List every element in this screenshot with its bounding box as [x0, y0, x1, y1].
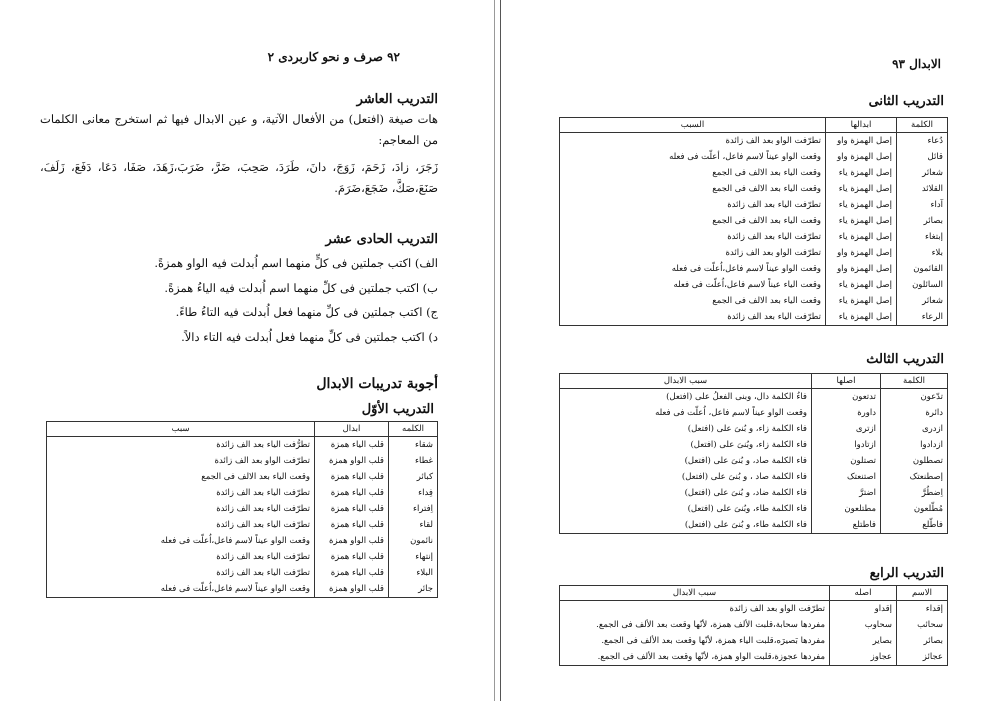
exercise-1-table	[46, 421, 438, 598]
table-cell: إصل الهمزة یاء	[826, 309, 897, 326]
table-cell: تدتعون	[812, 389, 881, 406]
table-row	[560, 633, 948, 649]
table-cell: وقعت الواو عیناً لاسم فاعل، اُعلّت فی فعله	[560, 405, 812, 421]
table-cell: فاطتلع	[812, 517, 881, 534]
exercise-3-table	[559, 373, 948, 534]
table-cell: تطرّفت الیاء بعد الف زائدة	[47, 485, 315, 501]
table-cell: وقعت الواو عیناً لاسم فاعل،اُعلّت فی فعله	[560, 261, 826, 277]
table-cell: تطرّفت الواو بعد الف زائدة	[47, 453, 315, 469]
table-row	[47, 453, 438, 469]
table-cell: ازتری	[812, 421, 881, 437]
table-cell: قلب الیاء همزة	[315, 437, 389, 454]
table-cell: تطرّفت الیاء بعد الف زائدة	[47, 549, 315, 565]
table-cell: شقاء	[389, 437, 438, 454]
table-cell: السائلون	[897, 277, 948, 293]
table-cell: وقعت الیاء بعد الالف فی الجمع	[47, 469, 315, 485]
column-header: اصله	[830, 586, 897, 601]
table-cell: قلب الواو همزة	[315, 533, 389, 549]
exercise-11-line: د) اکتب جملتین فی کلِّ منهما فعل اُبدلت فیه التاء دالاً.	[181, 330, 438, 344]
table-cell: قلب الیاء همزة	[315, 501, 389, 517]
table-row	[47, 485, 438, 501]
table-cell: إصل الهمزة یاء	[826, 293, 897, 309]
table-cell: إصل الهمزة واو	[826, 149, 897, 165]
table-row	[560, 213, 948, 229]
table-cell: فاء الکلمة صاد ، و بُنیَ علی (افتعل)	[560, 469, 812, 485]
table-cell: إصل الهمزة واو	[826, 261, 897, 277]
table-cell: وقعت الیاء بعد الالف فی الجمع	[560, 213, 826, 229]
exercise-11-line: الف) اکتب جملتین فی کلٍّ منهما اسم اُبدلت فیه الواو همزةً.	[154, 256, 438, 270]
exercise-3-title: التدریب الثالث	[866, 352, 944, 367]
table-cell: سحائب	[897, 617, 948, 633]
table-cell: تطرّفت الواو بعد الف زائدة	[560, 133, 826, 150]
table-row	[560, 405, 948, 421]
table-cell: تطرّفت الیاء بعد الف زائدة	[47, 517, 315, 533]
table-cell: قلب الواو همزة	[315, 581, 389, 598]
table-header-row	[560, 118, 948, 133]
table-cell: وقعت الیاء بعد الالف فی الجمع	[560, 293, 826, 309]
table-row	[560, 453, 948, 469]
table-row	[560, 601, 948, 618]
table-cell: داورة	[812, 405, 881, 421]
exercise-10-words: زَجَرَ، زادَ، زَحَمَ، زَوَجَ، دانَ، طَرَدَ، صَحِبَ، ضَرَّ، ضَرَبَ،زَهَدَ، صَفَا، دَعَا، دَفَعَ، زَلَفَ، صَنَعَ،صَكَّ، ضَجَعَ،ضَرَمَ.	[40, 160, 438, 195]
table-cell: تطرّفت الیاء بعد الف زائدة	[560, 197, 826, 213]
table-cell: وقعت الواو عیناً لاسم فاعل،اُعلّت فی فعله	[47, 581, 315, 598]
table-cell: دُعاء	[897, 133, 948, 150]
table-row	[560, 617, 948, 633]
exercise-11-line: ب) اکتب جملتین فی کلِّ منهما اسم اُبدلت فیه الیاءُ همزةً.	[164, 281, 438, 295]
table-cell: قلب الیاء همزة	[315, 549, 389, 565]
table-cell: إصل الهمزة یاء	[826, 229, 897, 245]
table-cell: بصائر	[897, 213, 948, 229]
table-cell: لقاء	[389, 517, 438, 533]
table-cell: تطرّفت الواو بعد الف زائدة	[560, 601, 830, 618]
exercise-11-line: ج) اکتب جملتین فی کلِّ منهما فعل اُبدلت فیه التاءُ طاءً.	[175, 305, 438, 319]
table-row	[47, 501, 438, 517]
table-cell: فاطّلع	[881, 517, 948, 534]
table-row	[47, 517, 438, 533]
table-cell: آداء	[897, 197, 948, 213]
table-cell: تطرُّفت الیاء بعد الف زائدة	[47, 437, 315, 454]
exercise-10-title: التدریب العاشر	[356, 92, 438, 107]
table-cell: کبائر	[389, 469, 438, 485]
column-header: اصلها	[812, 374, 881, 389]
table-row	[560, 421, 948, 437]
table-header-row	[560, 374, 948, 389]
table-cell: فاء الکلمة زاء، و بُنیَ علی (افتعل)	[560, 421, 812, 437]
table-header-row	[560, 586, 948, 601]
exercise-2-table	[559, 117, 948, 326]
column-header: الکلمة	[897, 118, 948, 133]
table-row	[560, 149, 948, 165]
table-cell: اصتنعتک	[812, 469, 881, 485]
table-cell: القائمون	[897, 261, 948, 277]
table-cell: تدّعون	[881, 389, 948, 406]
table-row	[560, 437, 948, 453]
exercise-10-text: هات صیغة (افتعل) من الأفعال الآتیة، و عین الابدال فیها ثم استخرج معانی الکلمات من المعاجم:	[40, 112, 438, 147]
table-cell: فاءُ الکلمة دال، وبنی الفعلُ علی (افتعل)	[560, 389, 812, 406]
table-row	[560, 389, 948, 406]
table-cell: الرعاء	[897, 309, 948, 326]
table-cell: فاء الکلمة زاء، وبُنیَ علی (افتعل)	[560, 437, 812, 453]
table-row	[560, 245, 948, 261]
table-cell: تطرّفت الیاء بعد الف زائدة	[560, 229, 826, 245]
table-cell: عجاوز	[830, 649, 897, 666]
table-cell: القلائد	[897, 181, 948, 197]
column-header: الکلمه	[389, 422, 438, 437]
table-cell: وقعت الیاء بعد الالف فی الجمع	[560, 165, 826, 181]
table-row	[560, 277, 948, 293]
table-cell: قلب الیاء همزة	[315, 517, 389, 533]
table-row	[560, 133, 948, 150]
table-row	[560, 501, 948, 517]
table-row	[560, 293, 948, 309]
table-row	[47, 565, 438, 581]
table-header-row	[47, 422, 438, 437]
table-cell: إقداء	[897, 601, 948, 618]
table-cell: غطاء	[389, 453, 438, 469]
table-row	[47, 533, 438, 549]
table-cell: البلاء	[389, 565, 438, 581]
left-page	[0, 0, 494, 701]
exercise-2-title: التدریب الثانی	[868, 94, 944, 109]
exercise-4-title: التدریب الرابع	[869, 566, 944, 581]
table-cell: وقعت الواو عیناً لاسم فاعل، أعلّت فی فعله	[560, 149, 826, 165]
table-row	[47, 581, 438, 598]
table-cell: تطرّفت الیاء بعد الف زائدة	[47, 501, 315, 517]
table-cell: سحاوب	[830, 617, 897, 633]
table-cell: مفردها سحابة،قلبت الألف همزة، لأنّها وقعت بعد الألف فی الجمع.	[560, 617, 830, 633]
table-cell: شعائر	[897, 293, 948, 309]
table-cell: إنتهاء	[389, 549, 438, 565]
table-cell: جائر	[389, 581, 438, 598]
table-cell: وقعت الیاء بعد الالف فی الجمع	[560, 181, 826, 197]
table-cell: إبتغاء	[897, 229, 948, 245]
page-header: ۹۲ صرف و نحو کاربردی ۲	[267, 50, 400, 64]
column-header: ابدال	[315, 422, 389, 437]
table-row	[560, 469, 948, 485]
table-cell: مطتلعون	[812, 501, 881, 517]
exercise-1-title: التدریب الأوّل	[361, 402, 434, 417]
column-header: الاسم	[897, 586, 948, 601]
table-cell: قلب الیاء همزة	[315, 469, 389, 485]
table-row	[560, 517, 948, 534]
book-spine	[494, 0, 501, 701]
table-cell: إصل الهمزة یاء	[826, 213, 897, 229]
table-row	[47, 437, 438, 454]
exercise-11-title: التدریب الحادی عشر	[325, 232, 438, 247]
column-header: سبب الابدال	[560, 374, 812, 389]
table-cell: قلب الیاء همزة	[315, 485, 389, 501]
right-page	[501, 0, 996, 701]
table-cell: مفردها بَصیرَه،قلبت الیاء همزة، لأنّها وقعت بعد الألف فی الجمع.	[560, 633, 830, 649]
table-cell: اضترَّ	[812, 485, 881, 501]
table-row	[560, 309, 948, 326]
table-cell: بصایر	[830, 633, 897, 649]
table-cell: نائمون	[389, 533, 438, 549]
table-cell: بلاء	[897, 245, 948, 261]
table-cell: ازدادوا	[881, 437, 948, 453]
table-cell: بصائر	[897, 633, 948, 649]
table-cell: قائل	[897, 149, 948, 165]
table-cell: ازتادوا	[812, 437, 881, 453]
table-cell: إصل الهمزة یاء	[826, 197, 897, 213]
table-cell: مفردها عجوزة،قلبت الواو همزة، لأنّها وقعت بعد الألف فی الجمع.	[560, 649, 830, 666]
table-row	[560, 229, 948, 245]
table-cell: عجائز	[897, 649, 948, 666]
table-cell: إصل الهمزة واو	[826, 133, 897, 150]
table-cell: فاء الکلمة طاء، و بُنیَ علی (افتعل)	[560, 517, 812, 534]
table-cell: اِضطُرَّ	[881, 485, 948, 501]
table-cell: تطرّفت الیاء بعد الف زائدة	[47, 565, 315, 581]
table-cell: تطرّفت الیاء بعد الف زائدة	[560, 309, 826, 326]
table-cell: ازدری	[881, 421, 948, 437]
table-cell: مُطّلعون	[881, 501, 948, 517]
answers-title: أجوبة تدریبات الابدال	[316, 376, 438, 392]
table-cell: وقعت الواو عیناً لاسم فاعل،اُعلّت فی فعله	[47, 533, 315, 549]
table-cell: فِداء	[389, 485, 438, 501]
column-header: ابدالها	[826, 118, 897, 133]
table-cell: اِفتراء	[389, 501, 438, 517]
table-cell: إقداو	[830, 601, 897, 618]
table-row	[47, 549, 438, 565]
table-cell: تصتلون	[812, 453, 881, 469]
table-cell: فاء الکلمة صاد، و بُنیَ علی (افتعل)	[560, 453, 812, 469]
page-header: الابدال ۹۳	[892, 57, 941, 71]
column-header: سبب الابدال	[560, 586, 830, 601]
table-cell: إصل الهمزة یاء	[826, 277, 897, 293]
table-cell: شعائر	[897, 165, 948, 181]
table-cell: فاء الکلمة ضاد، و بُنیَ علی (افتعل)	[560, 485, 812, 501]
table-row	[560, 649, 948, 666]
table-cell: قلب الیاء همزة	[315, 565, 389, 581]
table-cell: وقعت الیاء عیناً لاسم فاعل،اُعلّت فی فعله	[560, 277, 826, 293]
table-cell: قلب الواو همزة	[315, 453, 389, 469]
exercise-4-table	[559, 585, 948, 666]
table-row	[560, 261, 948, 277]
column-header: السبب	[560, 118, 826, 133]
table-cell: إصل الهمزة یاء	[826, 165, 897, 181]
table-cell: فاء الکلمة طاء، وبُنیَ علی (افتعل)	[560, 501, 812, 517]
table-row	[560, 485, 948, 501]
column-header: الکلمة	[881, 374, 948, 389]
table-cell: تطرّفت الواو بعد الف زائدة	[560, 245, 826, 261]
table-cell: إصل الهمزة واو	[826, 245, 897, 261]
table-row	[560, 181, 948, 197]
column-header: سبب	[47, 422, 315, 437]
table-row	[560, 165, 948, 181]
table-cell: دائرة	[881, 405, 948, 421]
table-row	[47, 469, 438, 485]
table-cell: تصطلون	[881, 453, 948, 469]
table-row	[560, 197, 948, 213]
table-cell: إصطنعتک	[881, 469, 948, 485]
table-cell: إصل الهمزة یاء	[826, 181, 897, 197]
